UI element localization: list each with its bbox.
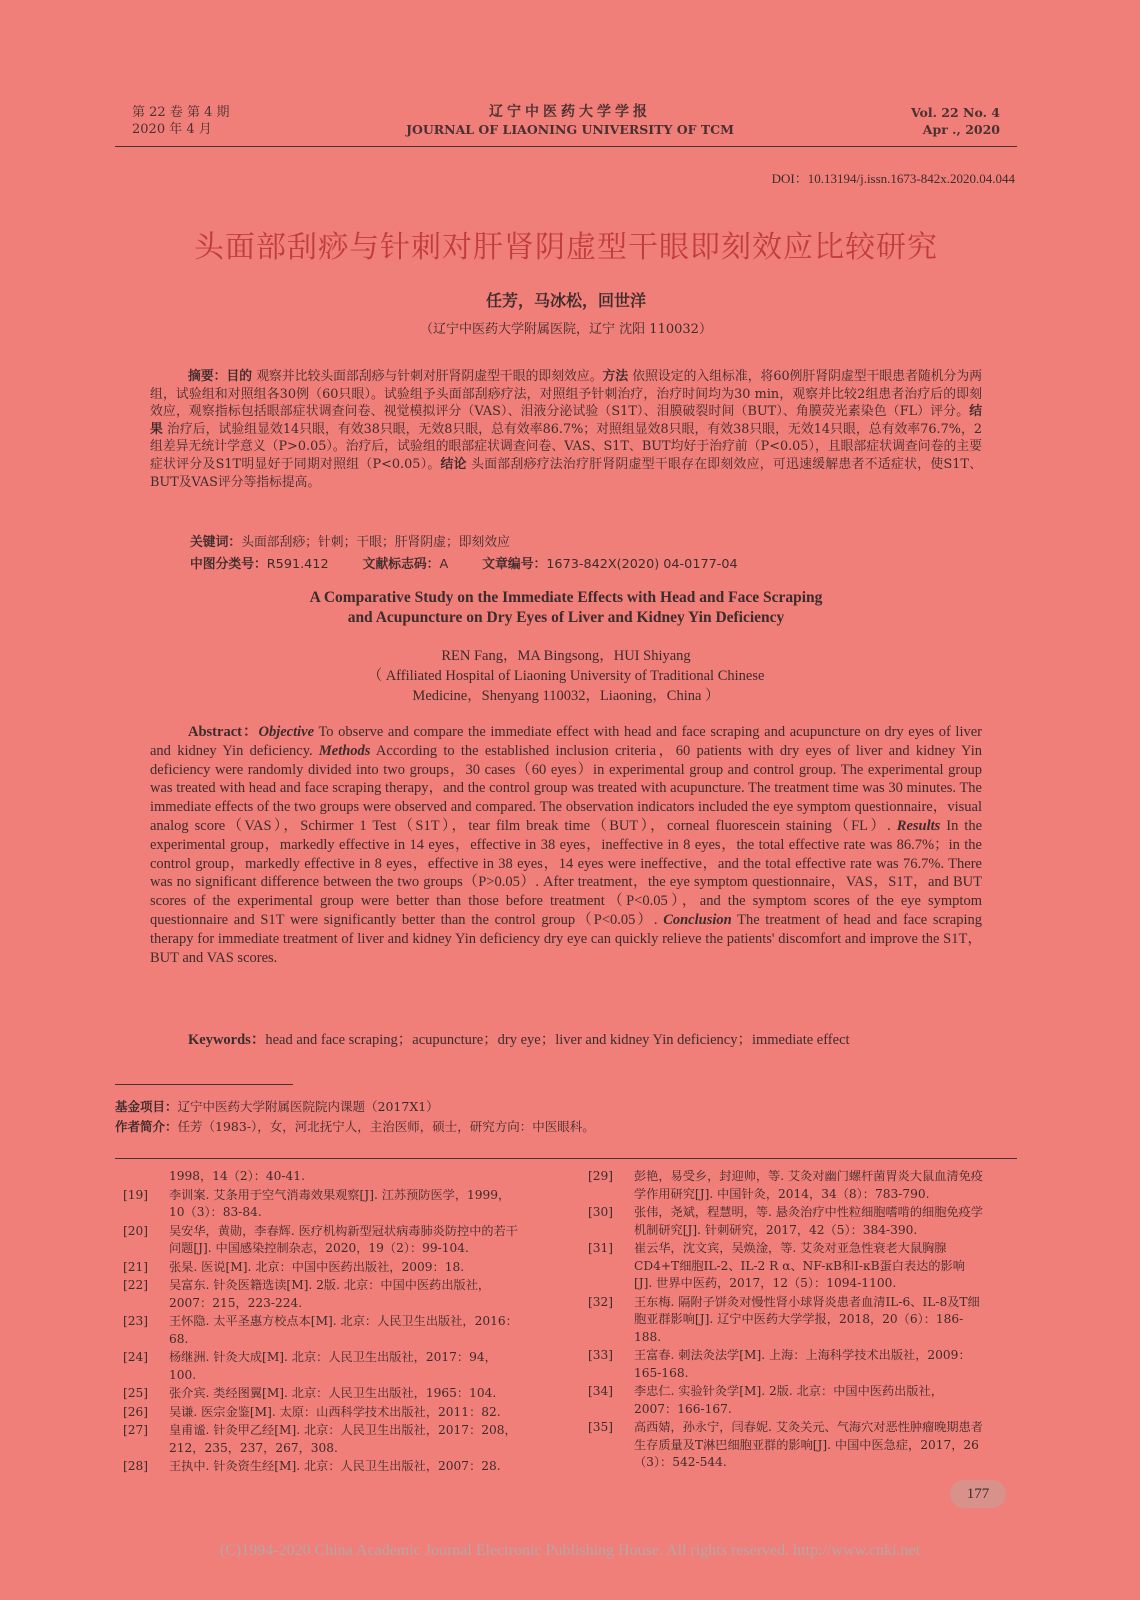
abstract-cn <box>150 368 982 491</box>
conclusion-en: The treatment of head and face scraping therapy for immediate treatment of liver and kidney Yin deficiency dry eye can quickly relieve the patients' discomfort and improve the S1T，BUT and VAS scores. <box>150 911 982 966</box>
reference-item <box>588 1204 983 1239</box>
journal-issue-en <box>880 104 1000 138</box>
reference-number: [22] <box>123 1278 149 1292</box>
reference-text: 张伟，尧斌，程慧明，等. 悬灸治疗中性粒细胞嗜啃的细胞免疫学机制研究[J]. 针刺研究，2017，42（5）：384-390. <box>634 1205 983 1237</box>
reference-text: 王执中. 针灸资生经[M]. 北京：人民卫生出版社，2007：28. <box>169 1459 501 1473</box>
reference-text: 张介宾. 类经图翼[M]. 北京：人民卫生出版社，1965：104. <box>169 1386 497 1400</box>
reference-item <box>588 1419 983 1472</box>
classification-line <box>190 553 768 572</box>
reference-number: [33] <box>588 1348 614 1362</box>
affiliation-cn: （辽宁中医药大学附属医院，辽宁 沈阳 110032） <box>420 322 712 337</box>
reference-item <box>588 1347 983 1382</box>
conclusion-cn: 头面部刮痧疗法治疗肝肾阴虚型干眼存在即刻效应，可迅速缓解患者不适症状，使S1T、BUT及VAS评分等指标提高。 <box>150 456 983 490</box>
footnote-rule <box>115 1084 293 1085</box>
journal-name-en: JOURNAL OF LIAONING UNIVERSITY OF TCM <box>406 122 734 137</box>
reference-item <box>588 1240 983 1293</box>
author-bio-text: 任芳（1983-），女，河北抚宁人，主治医师，硕士，研究方向：中医眼科。 <box>177 1119 595 1134</box>
reference-item <box>123 1385 518 1403</box>
affiliation-en-line1: （ Affiliated Hospital of Liaoning University of Traditional Chinese <box>367 668 765 684</box>
doc-code-label: 文献标志码： <box>362 557 440 572</box>
references-left-column <box>123 1168 518 1477</box>
reference-text: 皇甫谧. 针灸甲乙经[M]. 北京：人民卫生出版社，2017：208，212，235，237，267，308. <box>169 1423 517 1455</box>
funding-footnote <box>115 1097 595 1137</box>
methods-en: According to the established inclusion criteria，60 patients with dry eyes of liver and kidney Yin deficiency were randomly divided into two groups，30 cases（60 eyes）in experimental group and control group. The experimental group was treated with head and face scraping therapy，and the control group was treated with acupuncture. The treatment time was 30 minutes. The immediate effects of the two groups were observed and compared. The observation indicators included the eye symptom questionnaire，visual analog score（VAS），Schirmer 1 Test（S1T），tear film break time（BUT），corneal fluorescein staining（FL）. <box>150 742 982 834</box>
keywords-cn <box>190 531 510 550</box>
reference-item <box>588 1294 983 1347</box>
reference-text: 张杲. 医说[M]. 北京：中国中医药出版社，2009：18. <box>169 1259 465 1274</box>
keywords-en <box>150 1031 982 1050</box>
reference-text: 李忠仁. 实验针灸学[M]. 2版. 北京：中国中医药出版社，2007：166-167. <box>634 1384 943 1416</box>
article-no-label: 文章编号： <box>482 557 547 572</box>
reference-item <box>123 1313 518 1348</box>
issue-volume-cn: 第 22 卷 第 4 期 <box>132 105 230 120</box>
objective-en: To observe and compare the immediate effect with head and face scraping and acupuncture on dry eyes of liver and kidney Yin deficiency. <box>150 724 983 759</box>
abstract-cn-label: 摘要： <box>188 369 227 384</box>
reference-item <box>123 1404 518 1422</box>
fund-text: 辽宁中医药大学附属医院院内课题（2017X1） <box>177 1099 439 1114</box>
copyright-footer: (C)1994-2020 China Academic Journal Electronic Publishing House. All rights reserved. http://www.cnki.net <box>219 1542 921 1559</box>
objective-cn-label: 目的 <box>226 369 253 384</box>
reference-item <box>123 1168 518 1186</box>
keywords-en-text: head and face scraping；acupuncture；dry eye；liver and kidney Yin deficiency；immediate effect <box>265 1032 850 1048</box>
article-title-cn: 头面部刮痧与针刺对肝肾阴虚型干眼即刻效应比较研究 <box>194 230 938 265</box>
reference-number: [31] <box>588 1241 614 1255</box>
results-cn: 治疗后，试验组显效14只眼，有效38只眼，无效8只眼，总有效率86.7%；对照组显效8只眼，有效38只眼，无效14只眼，总有效率76.7%，2组差异无统计学意义（P>0.05）。治疗后，试验组的眼部症状调查问卷、VAS、S1T、BUT均好于治疗前（P<0.05），且眼部症状调查问卷的主要症状评分及S1T明显好于同期对照组（P<0.05）。 <box>150 421 982 472</box>
issue-date-cn: 2020 年 4 月 <box>132 122 212 137</box>
title-en-line2: and Acupuncture on Dry Eyes of Liver and Kidney Yin Deficiency <box>347 609 785 626</box>
doc-code-value: A <box>439 557 449 572</box>
reference-number: [28] <box>123 1459 149 1473</box>
keywords-cn-text: 头面部刮痧；针刺；干眼；肝肾阴虚；即刻效应 <box>241 535 510 550</box>
reference-text: 吴谦. 医宗金鉴[M]. 太原：山西科学技术出版社，2011：82. <box>169 1404 501 1419</box>
journal-name-cn: 辽宁中医药大学学报 <box>489 104 651 120</box>
reference-number: [30] <box>588 1205 614 1219</box>
reference-number: [24] <box>123 1350 149 1364</box>
reference-item <box>123 1422 518 1457</box>
reference-number: [20] <box>123 1223 149 1238</box>
abstract-en <box>150 723 982 967</box>
authors-cn: 任芳，马冰松，回世洋 <box>485 291 646 310</box>
doi[interactable]: DOI：10.13194/j.issn.1673-842x.2020.04.044 <box>771 171 1015 186</box>
title-en-line1: A Comparative Study on the Immediate Effects with Head and Face Scraping <box>309 589 823 606</box>
results-en-label: Results <box>896 817 941 834</box>
reference-item <box>123 1223 518 1258</box>
reference-text: 王富春. 刺法灸法学[M]. 上海：上海科学技术出版社，2009：165-168. <box>634 1348 971 1380</box>
reference-text: 崔云华，沈文宾，吴焕淦，等. 艾灸对亚急性衰老大鼠胸腺CD4+T细胞IL-2、IL-2 R α、NF-κB和I-κB蛋白表达的影响[J]. 世界中医药，2017，12（5）：1094-1100. <box>634 1241 965 1290</box>
article-title-en <box>115 588 1017 628</box>
references-right-column <box>588 1168 983 1473</box>
abstract-en-label: Abstract： <box>188 724 259 740</box>
authors-en-block <box>115 646 1017 706</box>
objective-cn: 观察并比较头面部刮痧与针刺对肝肾阴虚型干眼的即刻效应。 <box>252 369 603 384</box>
reference-number: [35] <box>588 1420 614 1434</box>
methods-cn: 依照设定的入组标准，将60例肝肾阴虚型干眼患者随机分为两组，试验组和对照组各30例（60只眼）。试验组予头面部刮痧疗法，对照组予针刺治疗，治疗时间均为30 min，观察并比较2组患者治疗后的即刻效应，观察指标包括眼部症状调查问卷、视觉模拟评分（VAS）、泪液分泌试验（S1T）、泪膜破裂时间（BUT）、角膜荧光素染色（FL）评分。 <box>150 369 983 420</box>
journal-name <box>390 104 750 138</box>
reference-item <box>123 1458 518 1476</box>
objective-en-label: Objective <box>258 724 315 740</box>
reference-item <box>123 1277 518 1312</box>
references-rule <box>115 1158 1017 1159</box>
issue-date-en: Apr ., 2020 <box>922 122 1000 137</box>
reference-number: [27] <box>123 1423 149 1437</box>
reference-text: 1998，14（2）：40-41. <box>169 1169 305 1183</box>
results-en: In the experimental group，markedly effective in 14 eyes，effective in 38 eyes，ineffective in 8 eyes，the total effective rate was 86.7%；in the control group，markedly effective in 8 eyes，effective in 38 eyes，14 eyes were ineffective，and the total effective rate was 76.7%. There was no significant difference between the two groups（P>0.05）. After treatment，the eye symptom questionnaire，VAS，S1T，and BUT scores of the experimental group were better than those before treatment（P<0.05），and the symptom scores of the eye symptom questionnaire and S1T were significantly better than the control group（P<0.05）. <box>150 817 983 928</box>
reference-number: [23] <box>123 1314 149 1328</box>
methods-cn-label: 方法 <box>602 369 629 384</box>
reference-item <box>123 1187 518 1222</box>
page-number: 177 <box>950 1480 1006 1508</box>
reference-text: 彭艳，易受乡，封迎帅，等. 艾灸对幽门螺杆菌胃炎大鼠血清免疫学作用研究[J]. 中国针灸，2014，34（8）：783-790. <box>634 1169 983 1201</box>
fund-label: 基金项目： <box>115 1099 178 1114</box>
reference-item <box>123 1259 518 1277</box>
conclusion-en-label: Conclusion <box>663 911 732 928</box>
reference-number: [21] <box>123 1259 149 1274</box>
reference-number <box>123 1168 169 1186</box>
methods-en-label: Methods <box>318 742 371 759</box>
reference-number: [25] <box>123 1386 149 1400</box>
authors-en: REN Fang，MA Bingsong，HUI Shiyang <box>441 648 691 664</box>
reference-text: 李训案. 艾条用于空气消毒效果观察[J]. 江苏预防医学，1999，10（3）：83-84. <box>169 1187 511 1219</box>
reference-number: [29] <box>588 1169 614 1183</box>
article-no-value: 1673-842X(2020) 04-0177-04 <box>546 557 738 572</box>
issue-volume-en: Vol. 22 No. 4 <box>910 105 1000 120</box>
header-rule <box>115 146 1017 147</box>
keywords-cn-label: 关键词： <box>190 535 242 550</box>
author-bio-label: 作者简介： <box>115 1119 178 1134</box>
affiliation-en-line2: Medicine，Shenyang 110032，Liaoning，China ） <box>412 688 720 704</box>
reference-text: 杨继洲. 针灸大成[M]. 北京：人民卫生出版社，2017：94，100. <box>169 1350 497 1382</box>
reference-item <box>123 1349 518 1384</box>
journal-issue-cn <box>132 104 229 138</box>
reference-number: [32] <box>588 1294 614 1309</box>
reference-text: 吴富东. 针灸医籍选读[M]. 2版. 北京：中国中医药出版社，2007：215，223-224. <box>169 1278 491 1310</box>
reference-number: [19] <box>123 1187 149 1202</box>
results-cn-label: 结果 <box>150 404 982 437</box>
keywords-en-label: Keywords： <box>188 1032 266 1048</box>
conclusion-cn-label: 结论 <box>440 456 467 472</box>
reference-text: 吴安华，黄勋，李春辉. 医疗机构新型冠状病毒肺炎防控中的若干问题[J]. 中国感染控制杂志，2020，19（2）：99-104. <box>169 1223 518 1255</box>
reference-item <box>588 1383 983 1418</box>
reference-text: 王怀隐. 太平圣惠方校点本[M]. 北京：人民卫生出版社，2016：68. <box>169 1314 518 1346</box>
clc-value: R591.412 <box>266 557 329 572</box>
reference-number: [26] <box>123 1404 149 1419</box>
clc-label: 中图分类号： <box>190 557 267 572</box>
reference-text: 王东梅. 隔附子饼灸对慢性肾小球肾炎患者血清IL-6、IL-8及T细胞亚群影响[J]. 辽宁中医药大学学报，2018，20（6）：186-188. <box>634 1294 980 1344</box>
reference-item <box>588 1168 983 1203</box>
reference-text: 高西婧，孙永宁，闫春妮. 艾灸关元、气海穴对恶性肿瘤晚期患者生存质量及T淋巴细胞亚群的影响[J]. 中国中医急症，2017，26（3）：542-544. <box>634 1420 983 1469</box>
reference-number: [34] <box>588 1384 614 1398</box>
